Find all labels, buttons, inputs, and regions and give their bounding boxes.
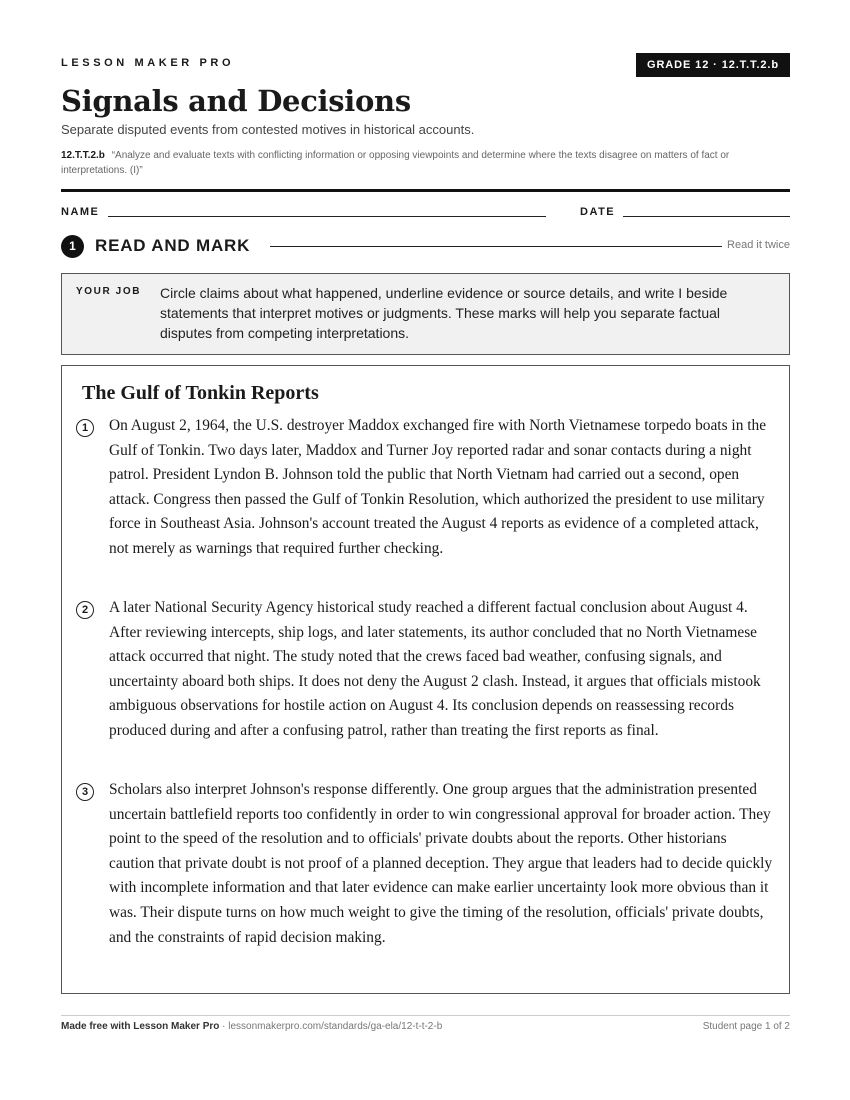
footer-credit — [61, 1021, 442, 1032]
your-job-label: YOUR JOB — [76, 286, 142, 297]
name-field[interactable] — [108, 216, 546, 217]
paragraph-number: 2 — [76, 601, 94, 619]
paragraph-number: 3 — [76, 783, 94, 801]
your-job-box — [61, 273, 790, 355]
footer-page-number: Student page 1 of 2 — [702, 1021, 790, 1032]
date-label: DATE — [580, 206, 616, 218]
step-number-badge: 1 — [61, 235, 84, 258]
brand-name: LESSON MAKER PRO — [61, 57, 235, 69]
page-title: Signals and Decisions — [61, 84, 411, 118]
passage-paragraph: On August 2, 1964, the U.S. destroyer Maddox exchanged fire with North Vietnamese torpedo boats in the Gulf of Tonkin. Two days later, Maddox and Turner Joy reported radar and sonar contacts during a night patrol. President Lyndon B. Johnson told the public that North Vietnam had carried out a second, open attack. Congress then passed the Gulf of Tonkin Resolution, which authorized the president to use military force in Southeast Asia. Johnson's account treated the August 4 reports as evidence of a completed attack, not merely as warnings that required further checking. — [109, 417, 767, 557]
name-label: NAME — [61, 206, 100, 218]
passage-paragraph: Scholars also interpret Johnson's response differently. One group argues that the administration presented uncertain battlefield reports too confidently in order to win congressional approval for broader action. They point to the speed of the resolution and to officials' private doubts about the reports. Other historians caution that private doubt is not proof of a planned deception. They argue that leaders had to decide quickly with incomplete information and that later evidence can make earlier uncertainty look more obvious than it was. Their dispute turns on how much weight to give the timing of the resolution, officials' private doubts, and the constraints of rapid decision making. — [109, 781, 773, 946]
section-divider — [270, 246, 722, 247]
reading-passage — [61, 365, 790, 994]
section-hint: Read it twice — [727, 239, 790, 251]
standard-description — [61, 148, 790, 178]
footer-made-with: Made free with Lesson Maker Pro — [61, 1021, 220, 1032]
your-job-instructions: Circle claims about what happened, underline evidence or source details, and write I beside statements that interpret motives or judgments. These marks will help you separate factual disputes from competing interpretations. — [160, 285, 728, 341]
date-field[interactable] — [623, 216, 790, 217]
grade-badge: GRADE 12 · 12.T.T.2.b — [636, 53, 790, 77]
passage-title: The Gulf of Tonkin Reports — [82, 382, 319, 404]
section-read-and-mark — [61, 235, 790, 259]
page-subtitle: Separate disputed events from contested motives in historical accounts. — [61, 122, 475, 137]
standard-text: “Analyze and evaluate texts with conflicting information or opposing viewpoints and determine where the texts disagree on matters of fact or interpretations. (I)” — [61, 150, 730, 176]
standard-code: 12.T.T.2.b — [61, 150, 105, 161]
header-divider — [61, 189, 790, 192]
paragraph-number: 1 — [76, 419, 94, 437]
passage-paragraph: A later National Security Agency historical study reached a different factual conclusion about August 4. After reviewing intercepts, ship logs, and later statements, its author concluded that no North Vietnamese attack occurred that night. The study noted that the crews faced bad weather, confusing signals, and uncertainty aboard both ships. It does not deny the August 2 clash. Instead, it argues that officials mistook ambiguous observations for hostile action on August 4. Its conclusion depends on reassessing records produced during and after a confusing patrol, rather than treating the first reports as final. — [109, 599, 761, 739]
section-title: READ AND MARK — [95, 236, 251, 255]
footer-url[interactable]: · lessonmakerpro.com/standards/ga-ela/12-t-t-2-b — [219, 1021, 443, 1032]
footer-divider — [61, 1015, 790, 1016]
